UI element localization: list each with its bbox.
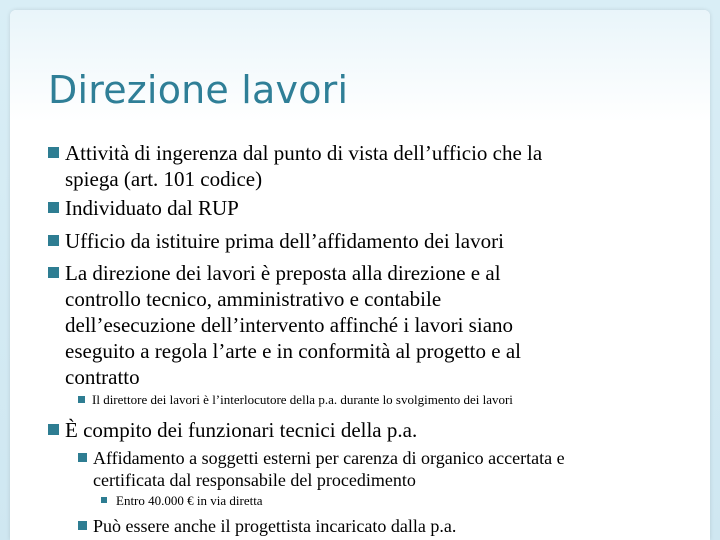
bullet-text: Può essere anche il progettista incaricato dalla p.a. [93,516,457,536]
slide-title: Direzione lavori [48,68,349,112]
bullet-text: certificata dal responsabile del procedimento [93,470,416,490]
square-bullet-icon [48,147,59,158]
bullet-text: eseguito a regola l’arte e in conformità al progetto e al [65,339,521,363]
bullet-text: La direzione dei lavori è preposta alla direzione e al [65,261,501,285]
bullet-text: Affidamento a soggetti esterni per carenza di organico accertata e [93,448,565,468]
bullet-text: È compito dei funzionari tecnici della p.a. [65,418,418,442]
bullet-text: Entro 40.000 € in via diretta [116,493,263,508]
square-bullet-icon [78,521,87,530]
bullet-text: contratto [65,365,140,389]
square-bullet-icon [48,267,59,278]
square-bullet-icon [48,235,59,246]
bullet-text: dell’esecuzione dell’intervento affinché i lavori siano [65,313,514,337]
square-bullet-icon [48,202,59,213]
bullet-text: controllo tecnico, amministrativo e contabile [65,287,442,311]
bullet-text: Individuato dal RUP [65,196,239,220]
square-bullet-icon [78,453,87,462]
bullet-text: Ufficio da istituire prima dell’affidamento dei lavori [65,229,504,253]
square-bullet-icon [78,396,85,403]
square-bullet-icon [48,424,59,435]
bullet-text: spiega (art. 101 codice) [65,167,263,191]
bullet-text: Il direttore dei lavori è l’interlocutore della p.a. durante lo svolgimento dei lavori [92,392,513,407]
square-bullet-icon [101,497,107,503]
bullet-text: Attività di ingerenza dal punto di vista dell’ufficio che la [65,141,543,165]
